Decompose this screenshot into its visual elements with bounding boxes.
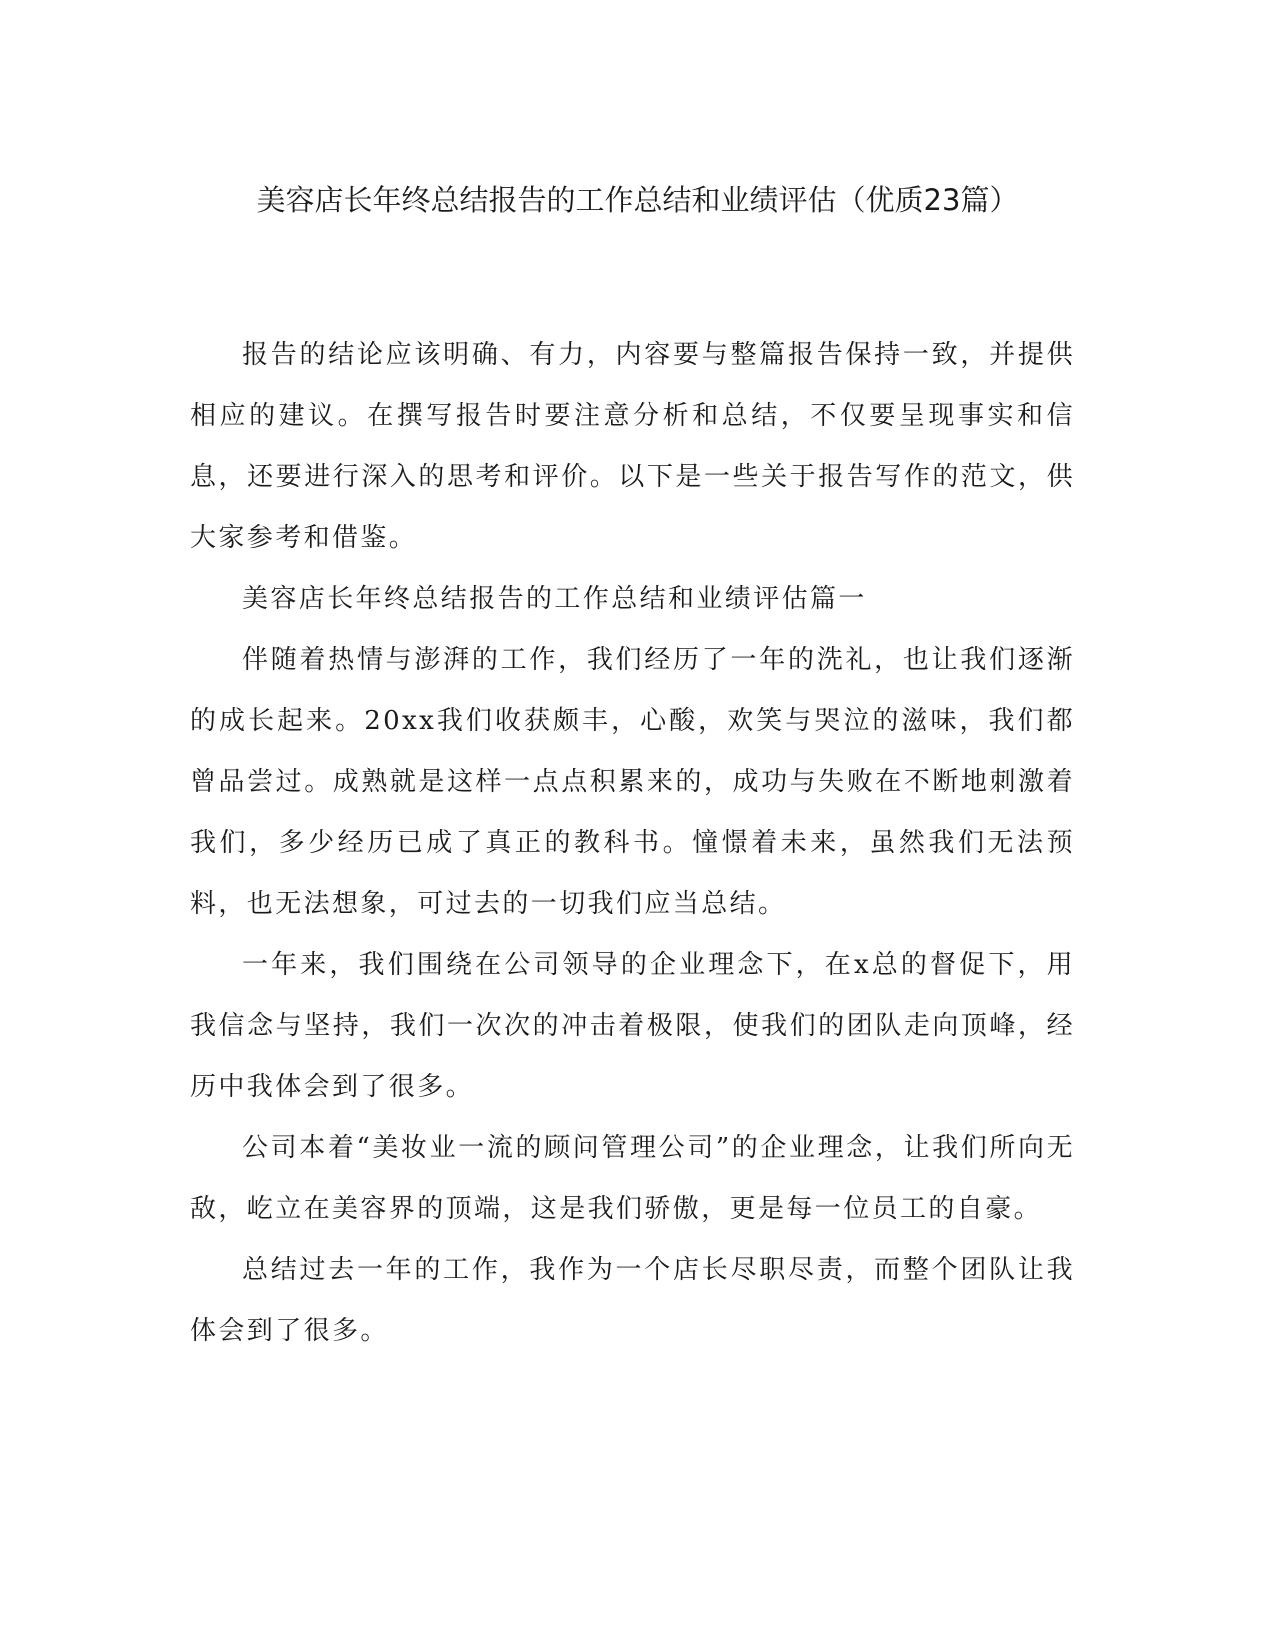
body-paragraph: 伴随着热情与澎湃的工作，我们经历了一年的洗礼，也让我们逐渐的成长起来。20xx我们收获颇丰，心酸，欢笑与哭泣的滋味，我们都曾品尝过。成熟就是这样一点点积累来的，成功与失败在不断地刺激着我们，多少经历已成了真正的教科书。憧憬着未来，虽然我们无法预料，也无法想象，可过去的一切我们应当总结。	[190, 645, 1075, 919]
section-heading: 美容店长年终总结报告的工作总结和业绩评估篇一	[242, 584, 867, 614]
body-paragraph: 公司本着“美妆业一流的顾问管理公司”的企业理念，让我们所向无敌，屹立在美容界的顶端，这是我们骄傲，更是每一位员工的自豪。	[190, 1133, 1075, 1224]
document-title: 美容店长年终总结报告的工作总结和业绩评估（优质23篇）	[256, 183, 1019, 217]
body-paragraph: 总结过去一年的工作，我作为一个店长尽职尽责，而整个团队让我体会到了很多。	[190, 1255, 1075, 1346]
body-paragraph: 一年来，我们围绕在公司领导的企业理念下，在x总的督促下，用我信念与坚持，我们一次次的冲击着极限，使我们的团队走向顶峰，经历中我体会到了很多。	[190, 950, 1075, 1102]
document-body	[190, 325, 1075, 1362]
intro-paragraph: 报告的结论应该明确、有力，内容要与整篇报告保持一致，并提供相应的建议。在撰写报告时要注意分析和总结，不仅要呈现事实和信息，还要进行深入的思考和评价。以下是一些关于报告写作的范文，供大家参考和借鉴。	[190, 340, 1075, 553]
